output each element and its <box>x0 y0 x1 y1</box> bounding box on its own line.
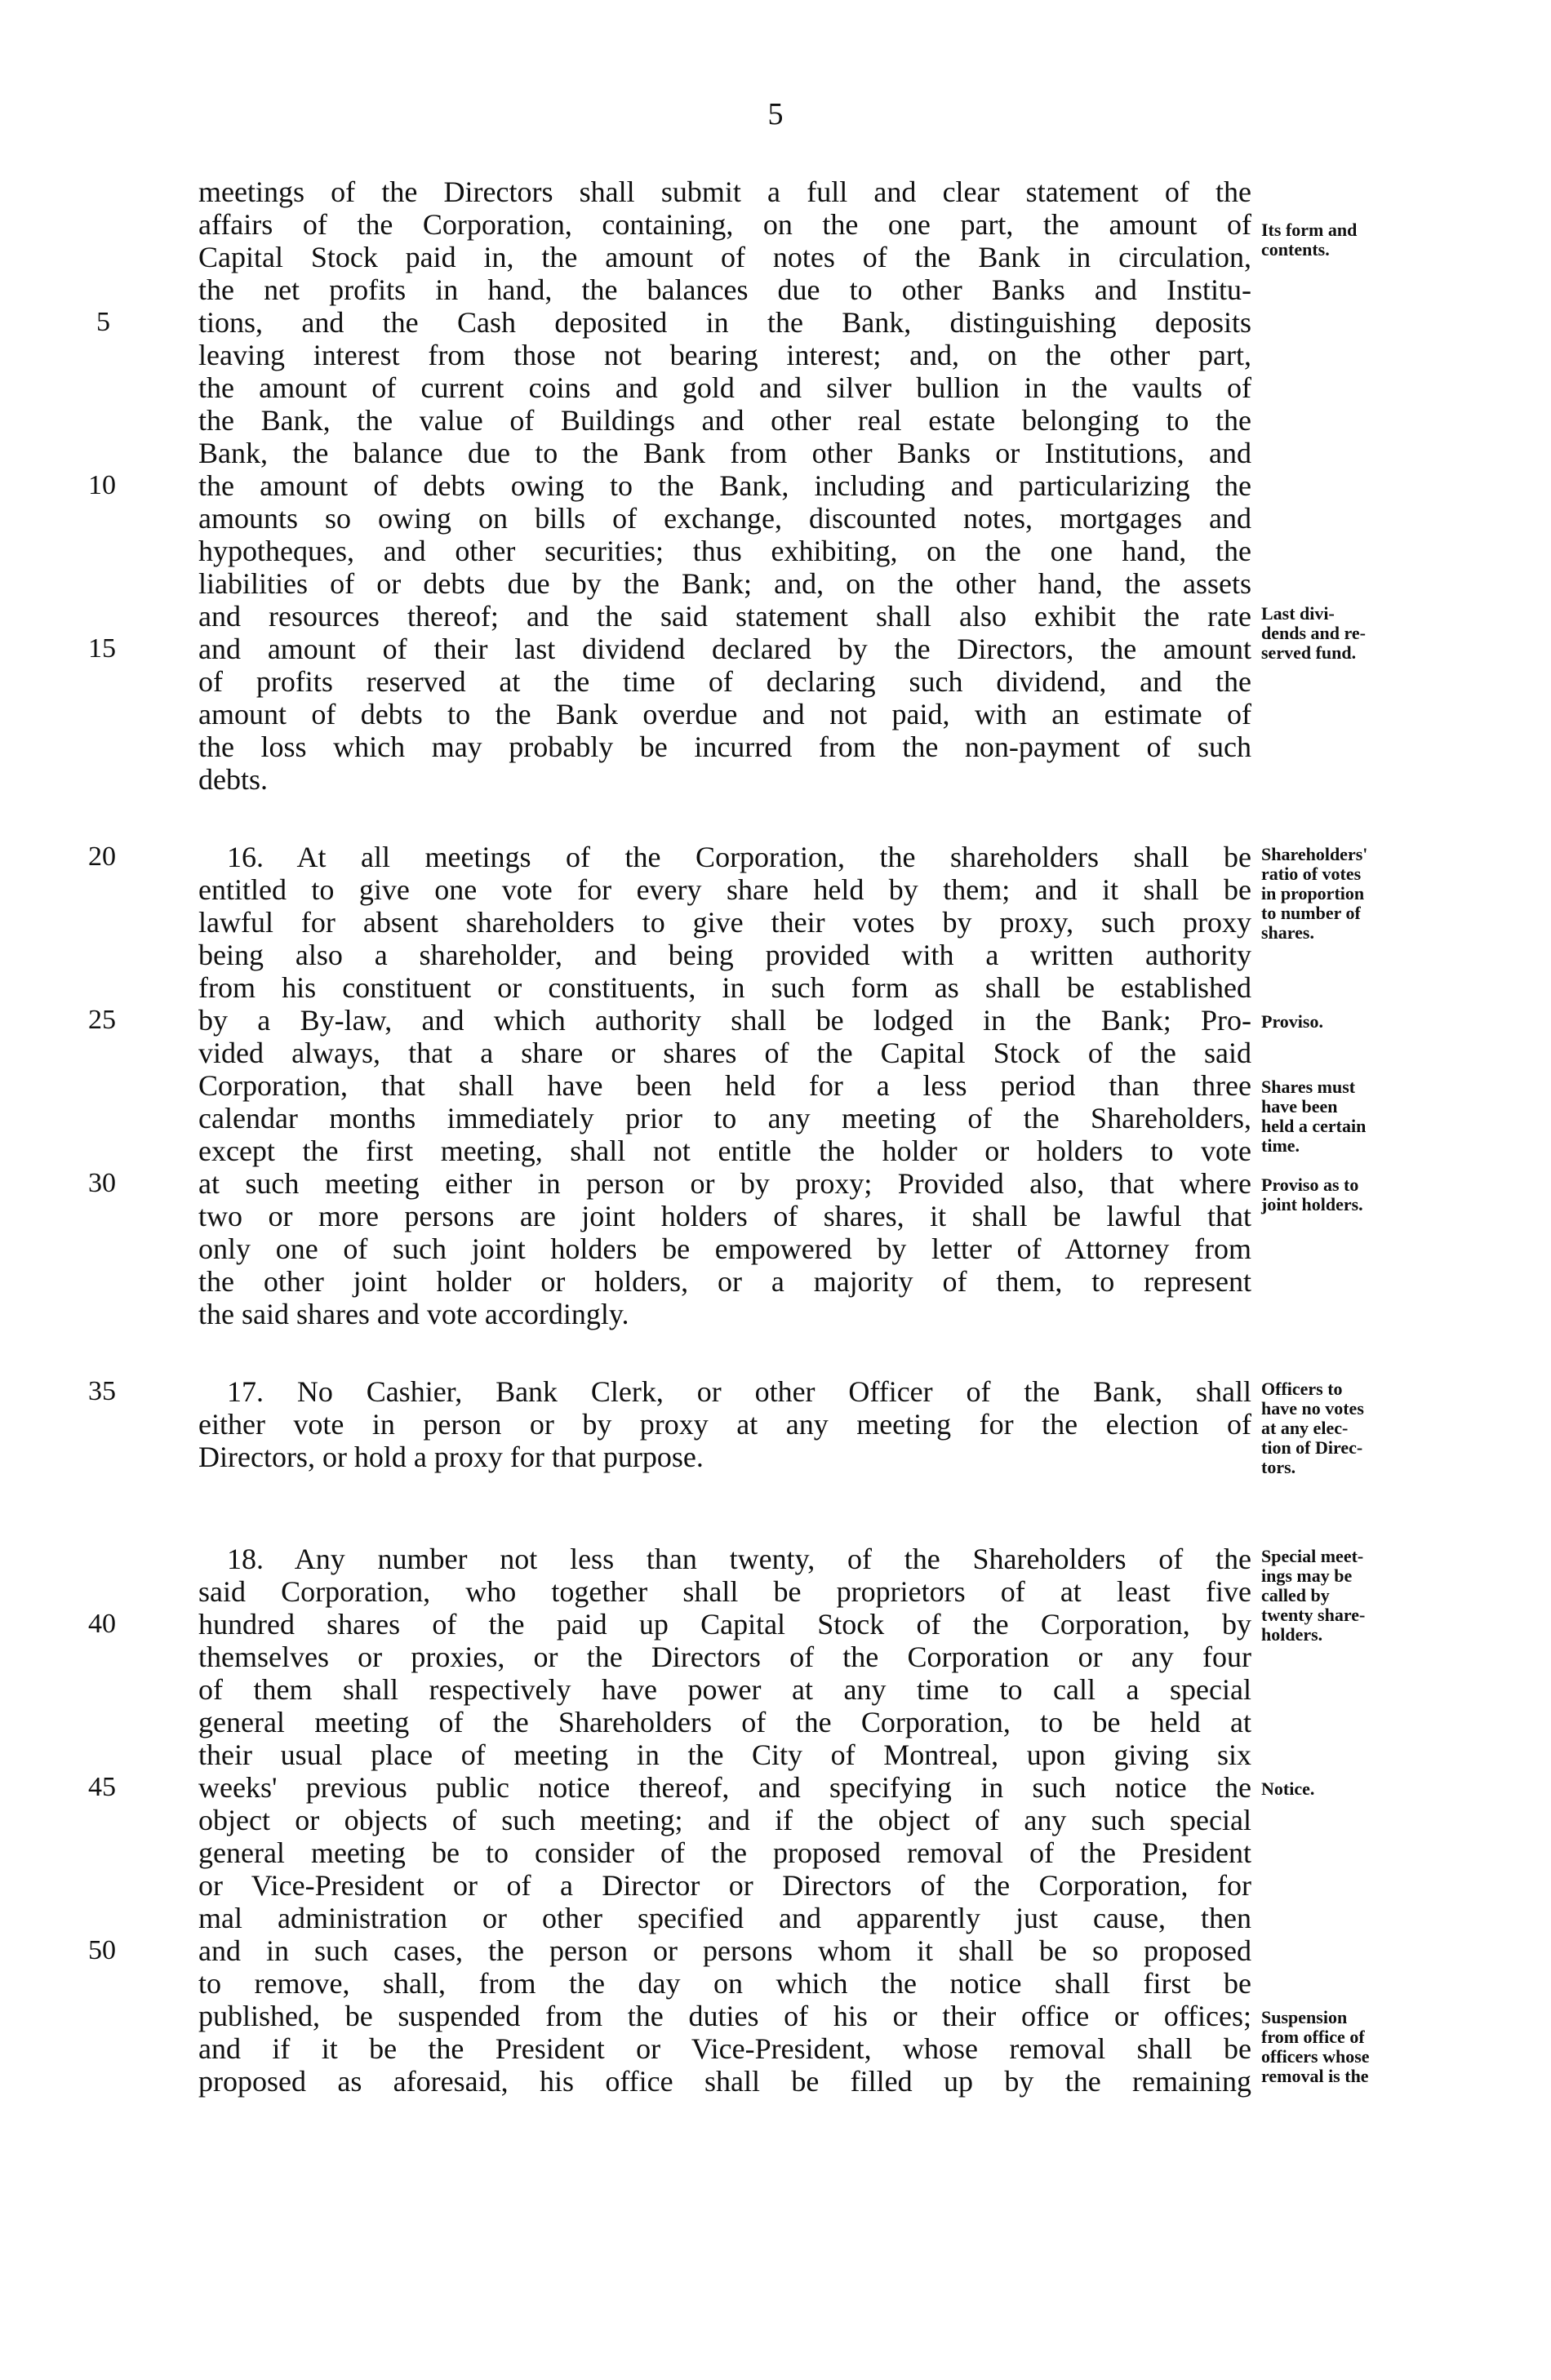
text-line: and resources thereof; and the said statement shall also exhibit the rate <box>198 600 1251 633</box>
text-line: or Vice-President or of a Director or Directors of the Corporation, for <box>198 1869 1251 1902</box>
text-line: tions, and the Cash deposited in the Bank, distinguishing deposits <box>198 306 1251 339</box>
margin-note-line: served fund. <box>1261 642 1357 663</box>
margin-note-line: removal is the <box>1261 2066 1369 2086</box>
margin-note-line: contents. <box>1261 239 1330 260</box>
margin-note-line: Its form and <box>1261 220 1358 240</box>
margin-note-line: joint holders. <box>1261 1194 1363 1214</box>
margin-note <box>1261 604 1424 663</box>
text-line: mal administration or other specified and apparently just cause, then <box>198 1902 1251 1934</box>
margin-note <box>1261 2008 1424 2086</box>
text-line: said Corporation, who together shall be proprietors of at least five <box>198 1575 1251 1608</box>
margin-note <box>1261 1175 1424 1214</box>
margin-note-line: have no votes <box>1261 1398 1364 1419</box>
line-number: 40 <box>88 1609 116 1639</box>
text-line: their usual place of meeting in the City of Montreal, upon giving six <box>198 1738 1251 1771</box>
text-line: lawful for absent shareholders to give their votes by proxy, such proxy <box>198 906 1251 939</box>
page-number: 5 <box>767 97 784 131</box>
text-line: 16. At all meetings of the Corporation, the shareholders shall be <box>227 841 1251 873</box>
text-line: object or objects of such meeting; and if the object of any such special <box>198 1804 1251 1836</box>
margin-note-line: holders. <box>1261 1624 1323 1645</box>
text-line: hundred shares of the paid up Capital Stock of the Corporation, by <box>198 1608 1251 1641</box>
text-line: of profits reserved at the time of declaring such dividend, and the <box>198 665 1251 698</box>
margin-note-line: Special meet- <box>1261 1546 1364 1566</box>
margin-note-line: tion of Direc- <box>1261 1437 1363 1458</box>
text-line: the amount of debts owing to the Bank, including and particularizing the <box>198 469 1251 502</box>
margin-note-line: Proviso as to <box>1261 1174 1359 1195</box>
text-line: Bank, the balance due to the Bank from other Banks or Institutions, and <box>198 437 1251 469</box>
text-line: hypotheques, and other securities; thus exhibiting, on the one hand, the <box>198 535 1251 567</box>
margin-note-line: Shares must <box>1261 1077 1356 1097</box>
text-line: by a By-law, and which authority shall be lodged in the Bank; Pro- <box>198 1004 1251 1037</box>
line-number: 50 <box>88 1935 116 1965</box>
margin-note-line: to number of <box>1261 903 1361 923</box>
line-number: 20 <box>88 841 116 872</box>
text-line: Corporation, that shall have been held for a less period than three <box>198 1069 1251 1102</box>
margin-note-line: shares. <box>1261 922 1314 943</box>
text-line: leaving interest from those not bearing interest; and, on the other part, <box>198 339 1251 371</box>
text-line: amounts so owing on bills of exchange, discounted notes, mortgages and <box>198 502 1251 535</box>
line-number: 45 <box>88 1772 116 1802</box>
text-line: themselves or proxies, or the Directors of the Corporation or any four <box>198 1641 1251 1673</box>
text-line: at such meeting either in person or by proxy; Provided also, that where <box>198 1167 1251 1200</box>
margin-note <box>1261 1012 1424 1032</box>
text-line: the amount of current coins and gold and silver bullion in the vaults of <box>198 371 1251 404</box>
margin-note-line: at any elec- <box>1261 1418 1349 1438</box>
text-line: liabilities of or debts due by the Bank; and, on the other hand, the assets <box>198 567 1251 600</box>
line-number: 5 <box>96 307 110 337</box>
text-line: Capital Stock paid in, the amount of notes of the Bank in circulation, <box>198 241 1251 273</box>
text-line: calendar months immediately prior to any meeting of the Shareholders, <box>198 1102 1251 1134</box>
line-number: 15 <box>88 633 116 664</box>
text-line: the said shares and vote accordingly. <box>198 1298 629 1330</box>
margin-note-line: Officers to <box>1261 1379 1343 1399</box>
text-line: from his constituent or constituents, in such form as shall be established <box>198 971 1251 1004</box>
text-line: of them shall respectively have power at any time to call a special <box>198 1673 1251 1706</box>
text-line: 18. Any number not less than twenty, of the Shareholders of the <box>227 1543 1251 1575</box>
margin-note-line: called by <box>1261 1585 1330 1605</box>
margin-note <box>1261 220 1424 260</box>
margin-note-line: have been <box>1261 1096 1338 1117</box>
text-line: either vote in person or by proxy at any meeting for the election of <box>198 1408 1251 1441</box>
line-number: 35 <box>88 1376 116 1406</box>
margin-note <box>1261 1547 1424 1645</box>
text-line: the Bank, the value of Buildings and other real estate belonging to the <box>198 404 1251 437</box>
margin-note <box>1261 1077 1424 1156</box>
margin-note-line: Shareholders' <box>1261 844 1368 864</box>
margin-note-line: Last divi- <box>1261 603 1335 624</box>
margin-note <box>1261 1779 1424 1799</box>
text-line: general meeting of the Shareholders of the Corporation, to be held at <box>198 1706 1251 1738</box>
margin-note-line: tors. <box>1261 1457 1296 1477</box>
text-line: the net profits in hand, the balances due to other Banks and Institu- <box>198 273 1251 306</box>
margin-note-line: dends and re- <box>1261 623 1366 643</box>
margin-note-line: time. <box>1261 1135 1300 1156</box>
text-line: amount of debts to the Bank overdue and not paid, with an estimate of <box>198 698 1251 730</box>
text-line: and if it be the President or Vice-President, whose removal shall be <box>198 2032 1251 2065</box>
margin-note-line: Proviso. <box>1261 1011 1323 1032</box>
text-line: published, be suspended from the duties of his or their office or offices; <box>198 2000 1251 2032</box>
text-line: weeks' previous public notice thereof, and specifying in such notice the <box>198 1771 1251 1804</box>
line-number: 10 <box>88 470 116 500</box>
margin-note-line: in proportion <box>1261 883 1365 904</box>
text-line: 17. No Cashier, Bank Clerk, or other Officer of the Bank, shall <box>227 1375 1251 1408</box>
text-line: the loss which may probably be incurred from the non-payment of such <box>198 730 1251 763</box>
margin-note-line: ratio of votes <box>1261 864 1362 884</box>
text-line: and amount of their last dividend declared by the Directors, the amount <box>198 633 1251 665</box>
margin-note-line: ings may be <box>1261 1565 1353 1586</box>
text-line: being also a shareholder, and being provided with a written authority <box>198 939 1251 971</box>
margin-note <box>1261 1379 1424 1477</box>
text-line: Directors, or hold a proxy for that purpose. <box>198 1441 704 1473</box>
text-line: the other joint holder or holders, or a majority of them, to represent <box>198 1265 1251 1298</box>
line-number: 30 <box>88 1168 116 1198</box>
text-line: except the first meeting, shall not entitle the holder or holders to vote <box>198 1134 1251 1167</box>
line-number: 25 <box>88 1005 116 1035</box>
text-line: proposed as aforesaid, his office shall be filled up by the remaining <box>198 2065 1251 2098</box>
margin-note-line: from office of <box>1261 2027 1365 2047</box>
text-line: meetings of the Directors shall submit a full and clear statement of the <box>198 175 1251 208</box>
margin-note-line: officers whose <box>1261 2046 1370 2067</box>
text-line: debts. <box>198 763 268 796</box>
text-line: entitled to give one vote for every share held by them; and it shall be <box>198 873 1251 906</box>
text-line: general meeting be to consider of the proposed removal of the President <box>198 1836 1251 1869</box>
text-line: affairs of the Corporation, containing, on the one part, the amount of <box>198 208 1251 241</box>
text-line: two or more persons are joint holders of shares, it shall be lawful that <box>198 1200 1251 1232</box>
margin-note-line: Suspension <box>1261 2007 1348 2027</box>
text-line: vided always, that a share or shares of the Capital Stock of the said <box>198 1037 1251 1069</box>
text-line: to remove, shall, from the day on which the notice shall first be <box>198 1967 1251 2000</box>
text-line: only one of such joint holders be empowered by letter of Attorney from <box>198 1232 1251 1265</box>
margin-note-line: held a certain <box>1261 1116 1367 1136</box>
margin-note-line: Notice. <box>1261 1778 1315 1799</box>
text-line: and in such cases, the person or persons whom it shall be so proposed <box>198 1934 1251 1967</box>
margin-note-line: twenty share- <box>1261 1605 1366 1625</box>
margin-note <box>1261 845 1424 943</box>
